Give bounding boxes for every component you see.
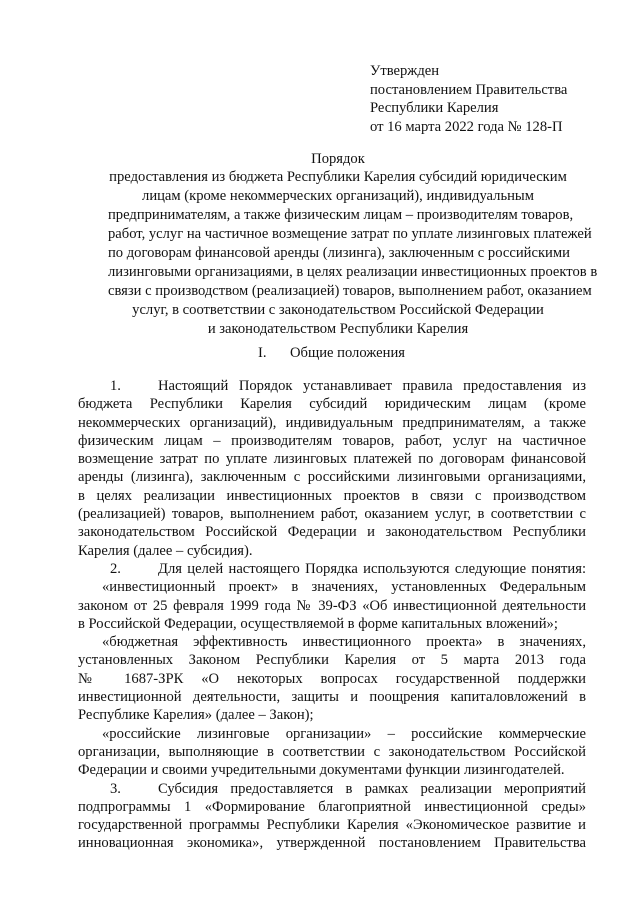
paragraph-2-line: установленных Законом Республики Карелия от 5 марта 2013 года (78, 652, 586, 669)
paragraph-number: 1. (110, 378, 121, 394)
paragraph-2-line: «инвестиционный проект» в значениях, установленных Федеральным (102, 579, 586, 596)
paragraph-2-line: № 1687-ЗРК «О некоторых вопросах государственной поддержки (78, 670, 586, 687)
section-heading (258, 344, 405, 362)
approval-stamp (370, 62, 567, 136)
paragraph-2-line: законом от 25 февраля 1999 года № 39-ФЗ «Об инвестиционной деятельности (78, 597, 586, 614)
subtitle-line: лизинговыми организациями, в целях реализации инвестиционных проектов в (108, 264, 598, 280)
paragraph-1-line: некоммерческих организаций), индивидуальным предпринимателям, а также (78, 414, 586, 431)
subtitle-line: лицам (кроме некоммерческих организаций), индивидуальным (142, 188, 534, 204)
paragraph-1-line: аренды (лизинга), заключенным с российскими лизинговыми организациями, (78, 469, 586, 486)
paragraph-3-line: 3. Субсидия предоставляется в рамках реализации мероприятий (110, 780, 586, 797)
paragraph-2-line: в Российской Федерации, осуществляемой в форме капитальных вложений»; (78, 615, 558, 632)
subtitle-line: и законодательством Республики Карелия (207, 321, 469, 337)
paragraph-1-line: (реализацией) товаров, выполнением работ, оказанием услуг, в соответствии с (78, 506, 586, 523)
subtitle-line: предпринимателям, а также физическим лицам – производителям товаров, (108, 207, 574, 223)
paragraph-number: 3. (110, 780, 121, 797)
paragraph-number: 2. (110, 560, 121, 577)
section-number: I. (258, 345, 267, 361)
section-title: Общие положения (290, 345, 405, 361)
paragraph-1-line: физическим лицам – производителям товаров, работ, услуг на частичное (78, 432, 586, 449)
paragraph-2-line: Республике Карелия» (далее – Закон); (78, 707, 314, 724)
paragraph-1-line: в целях реализации инвестиционных проектов в связи с производством (78, 487, 586, 504)
approval-line: от 16 марта 2022 года № 128-П (370, 118, 563, 135)
paragraph-2-line: 2. Для целей настоящего Порядка используются следующие понятия: (110, 560, 586, 577)
paragraph-1-line: 1. Настоящий Порядок устанавливает правила предоставления из (110, 378, 586, 394)
paragraph-2-line: Федерации и своими учредительными документами функции лизингодателей. (78, 762, 565, 779)
subtitle-line: связи с производством (реализацией) товаров, выполнением работ, оказанием (108, 283, 592, 299)
subtitle-line: работ, услуг на частичное возмещение затрат по уплате лизинговых платежей (108, 226, 592, 242)
paragraph-2-line: инвестиционной деятельности, защиты и поощрения капиталовложений в (78, 689, 586, 706)
paragraph-2-line: «российские лизинговые организации» – российские коммерческие (102, 725, 586, 742)
approval-line: постановлением Правительства (370, 81, 568, 98)
document-body (78, 377, 586, 853)
subtitle-line: услуг, в соответствии с законодательством Российской Федерации (132, 302, 544, 318)
paragraph-1-line: Карелия (далее – субсидия). (78, 542, 253, 559)
approval-line: Утвержден (370, 63, 440, 79)
paragraph-2-line: «бюджетная эффективность инвестиционного проекта» в значениях, (102, 634, 586, 651)
paragraph-1-line: возмещение затрат по уплате лизинговых платежей по договорам финансовой (78, 451, 586, 468)
approval-line: Республики Карелия (370, 100, 499, 116)
document-title: Порядок (311, 151, 365, 167)
paragraph-3-line: подпрограммы 1 «Формирование благоприятной инвестиционной среды» (78, 798, 586, 815)
paragraph-1-line: законодательством Российской Федерации и законодательством Республики (78, 524, 586, 541)
paragraph-3-line: инновационная экономика», утвержденной постановлением Правительства (78, 835, 586, 852)
document-subtitle (108, 168, 598, 339)
paragraph-1-line: бюджета Республики Карелия субсидий юридическим лицам (кроме (78, 396, 586, 413)
subtitle-line: предоставления из бюджета Республики Карелия субсидий юридическим (109, 169, 567, 185)
subtitle-line: по договорам финансовой аренды (лизинга), заключенным с российскими (108, 245, 570, 261)
paragraph-3-line: государственной программы Республики Карелия «Экономическое развитие и (78, 817, 586, 834)
paragraph-2-line: организации, выполняющие в соответствии с законодательством Российской (78, 743, 586, 760)
